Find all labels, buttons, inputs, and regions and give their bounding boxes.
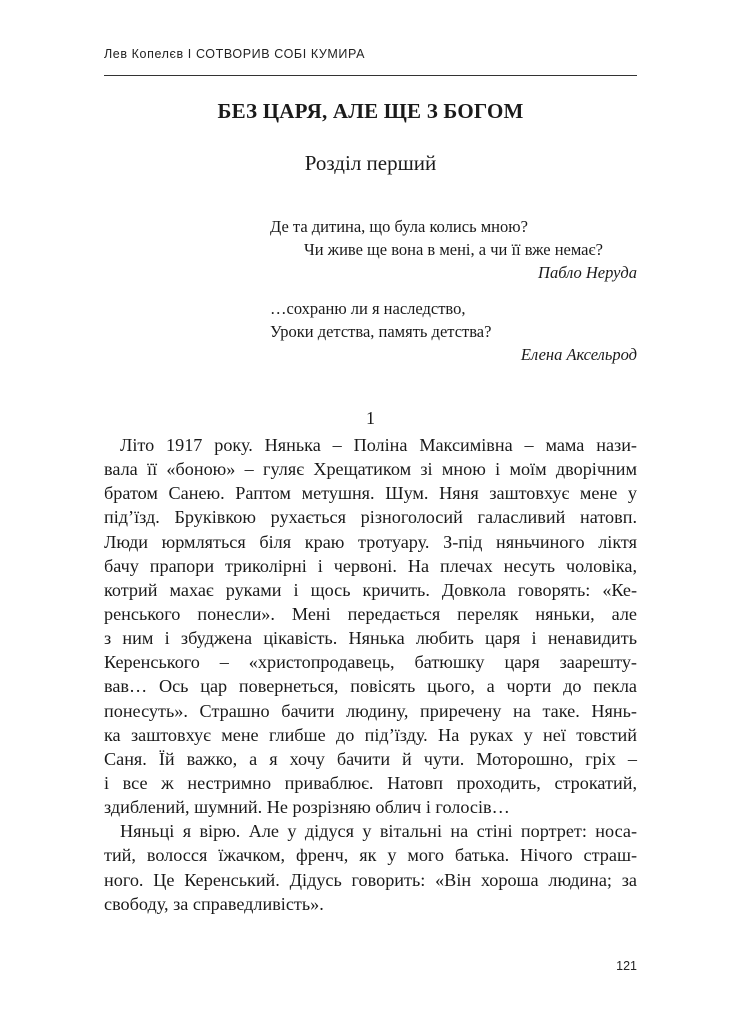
text-line: під’їзд. Бруківкою рухається різноголосий галасливий натовп. bbox=[104, 507, 637, 528]
epigraph-akselrod bbox=[270, 297, 637, 366]
epigraph-line: Де та дитина, що була колись мною? bbox=[270, 217, 528, 236]
body-text bbox=[104, 433, 637, 916]
chapter-title: БЕЗ ЦАРЯ, АЛЕ ЩЕ З БОГОМ bbox=[217, 99, 524, 123]
text-line: здиблений, шумний. Не розрізняю облич і голосів… bbox=[104, 797, 510, 818]
text-line: вала її «боною» – гуляє Хрещатиком зі мною і моїм дворічним bbox=[104, 459, 637, 480]
text-line: Няньці я вірю. Але у дідуся у вітальні на стіні портрет: носа- bbox=[120, 821, 637, 842]
text-line: ка заштовхує мене глибше до під’їзду. На руках у неї товстий bbox=[104, 724, 637, 745]
text-line: тий, волосся їжачком, френч, як у мого батька. Нічого страш- bbox=[104, 845, 637, 866]
text-line: бачу прапори триколірні і червоні. На плечах несуть чоловіка, bbox=[104, 555, 637, 576]
text-line: Літо 1917 року. Нянька – Поліна Максимівна – мама нази- bbox=[120, 435, 637, 455]
epigraph-line: …сохраню ли я наследство, bbox=[270, 299, 466, 318]
epigraph-neruda bbox=[270, 215, 637, 284]
epigraph-line: Уроки детства, память детства? bbox=[270, 322, 492, 341]
text-line: вав… Ось цар повернеться, повісять цього, а чорти до пекла bbox=[104, 676, 637, 697]
text-line: Керенського – «христопродавець, батюшку царя заарешту- bbox=[104, 652, 637, 673]
text-line: котрий махає руками і щось кричить. Довкола говорять: «Ке- bbox=[104, 579, 637, 600]
text-line: свободу, за справедливість». bbox=[104, 893, 324, 914]
epigraph-line: Чи живе ще вона в мені, а чи її вже немає? bbox=[304, 240, 603, 259]
text-line: братом Санею. Раптом метушня. Шум. Няня заштовхує мене у bbox=[104, 483, 637, 504]
text-line: і все ж нестримно приваблює. Натовп проходить, строкатий, bbox=[104, 772, 637, 793]
text-line: ного. Це Керенський. Дідусь говорить: «Він хороша людина; за bbox=[104, 869, 637, 890]
header-rule bbox=[104, 75, 637, 76]
section-heading: Розділ перший bbox=[304, 151, 437, 175]
text-line: ренського понесли». Мені передається переляк няньки, але bbox=[104, 603, 637, 624]
text-line: понесуть». Страшно бачити людину, приречену на таке. Нянь- bbox=[104, 700, 637, 721]
text-line: Саня. Їй важко, а я хочу бачити й чути. Моторошно, гріх – bbox=[104, 748, 637, 769]
page-number: 121 bbox=[616, 959, 637, 973]
text-line: Люди юрмляться біля краю тротуару. З-під няньчиного ліктя bbox=[104, 531, 637, 552]
epigraph-author: Пабло Неруда bbox=[538, 263, 637, 282]
part-number: 1 bbox=[366, 408, 375, 428]
running-head: Лев Копелєв І СОТВОРИВ СОБІ КУМИРА bbox=[104, 47, 366, 61]
epigraph-author: Елена Аксельрод bbox=[520, 345, 637, 364]
text-line: з ним і збуджена цікавість. Нянька любить царя і ненавидить bbox=[104, 628, 637, 649]
